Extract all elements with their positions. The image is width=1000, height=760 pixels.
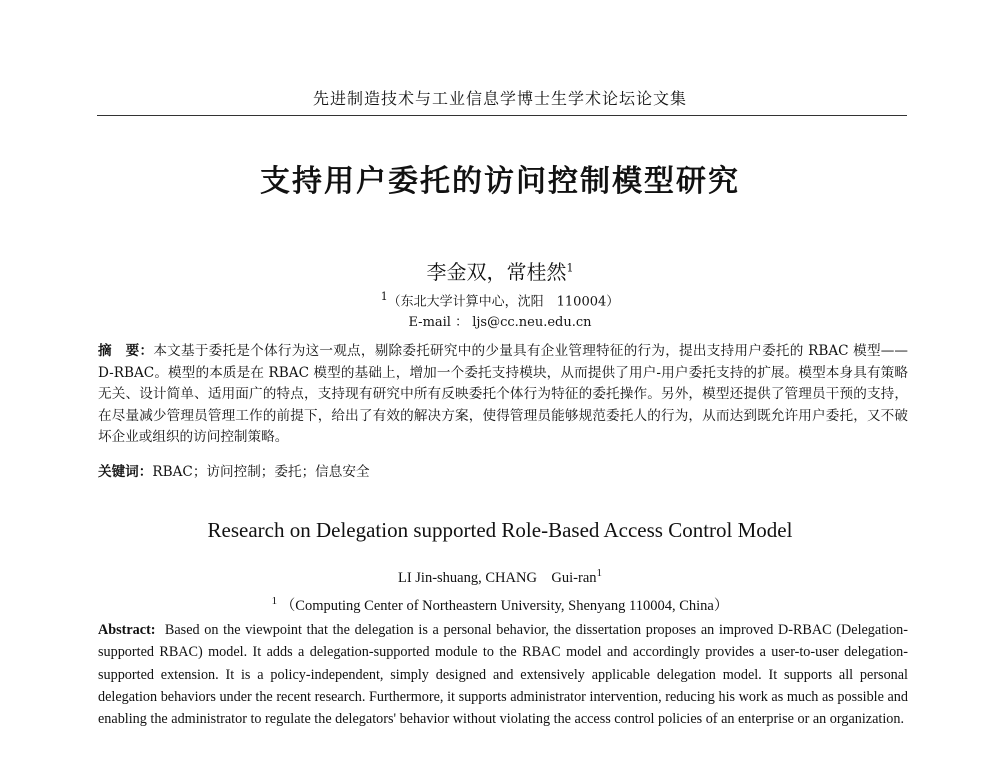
english-abstract-text: Based on the viewpoint that the delegation is a personal behavior, the dissertation proposes an improved D-RBAC (Delegation-supported RBAC) model. It adds a delegation-supported module to the RBAC model and accordingly provides a user-to-user delegation-supported extension. It is a policy-independent, simply designed and extensively applicable delegation model. It supports all personal delegation behaviors under the recent research. Furthermore, it supports administrator intervention, reducing his work as much as possible and enabling the administrator to regulate the delegators' behavior without violating the access control policies of an enterprise or an organization. bbox=[98, 622, 908, 728]
chinese-authors bbox=[0, 256, 1000, 285]
chinese-affiliation bbox=[0, 290, 1000, 309]
chinese-affil-text: （东北大学计算中心，沈阳 110004） bbox=[387, 294, 620, 310]
english-affil-text: （Computing Center of Northeastern University, Shenyang 110004, China） bbox=[280, 598, 729, 614]
english-authors-names: LI Jin-shuang, CHANG Gui-ran bbox=[397, 570, 597, 586]
chinese-title: 支持用户委托的访问控制模型研究 bbox=[260, 164, 740, 199]
chinese-affil-sup: 1 bbox=[380, 290, 388, 303]
chinese-authors-sup: 1 bbox=[566, 261, 574, 275]
author-email: E-mail ： ljs@cc.neu.edu.cn bbox=[408, 315, 592, 330]
chinese-abstract-text: 本文基于委托是个体行为这一观点，剔除委托研究中的少量具有企业管理特征的行为，提出支持用户委托的 RBAC 模型——D-RBAC。模型的本质是在 RBAC 模型的基础上，增加一个委托支持模块，从而提供了用户-用户委托支持的扩展。模型本身具有策略无关、设计简单、适用面广的特点，支持现有研究中所有反映委托个体行为特征的委托操作。另外，模型还提供了管理员干预的支持，在尽量减少管理员管理工作的前提下，给出了有效的解决方案，使得管理员能够规范委托人的行为，从而达到既允许用户委托，又不破坏企业或组织的访问控制策略。 bbox=[98, 343, 908, 445]
english-abstract-label: Abstract: bbox=[98, 622, 156, 638]
running-header: 先进制造技术与工业信息学博士生学术论坛论文集 bbox=[312, 89, 687, 108]
chinese-abstract bbox=[98, 341, 908, 449]
english-affiliation bbox=[0, 594, 1000, 615]
english-affil-sup: 1 bbox=[271, 595, 278, 608]
english-authors bbox=[0, 566, 1000, 587]
header-rule bbox=[97, 115, 907, 116]
chinese-keywords-label: 关键词： bbox=[98, 464, 153, 480]
english-abstract bbox=[98, 619, 908, 730]
chinese-abstract-label: 摘 要： bbox=[98, 343, 154, 359]
english-authors-sup: 1 bbox=[596, 567, 603, 580]
chinese-authors-names: 李金双，常桂然 bbox=[426, 260, 567, 284]
chinese-keywords-text: RBAC；访问控制；委托；信息安全 bbox=[152, 464, 370, 480]
english-title: Research on Delegation supported Role-Based Access Control Model bbox=[207, 518, 793, 542]
chinese-keywords bbox=[98, 460, 908, 480]
